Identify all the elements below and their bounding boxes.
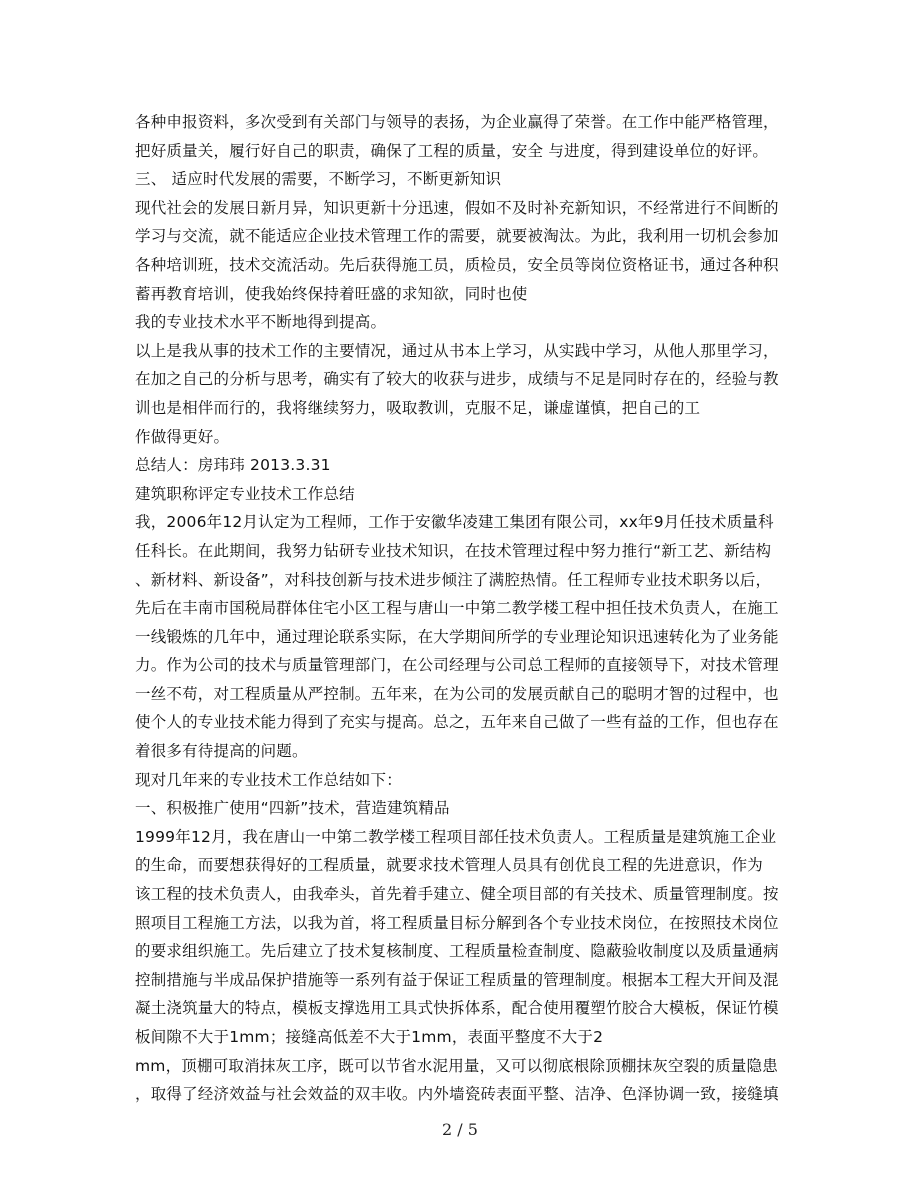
text-line: 建筑职称评定专业技术工作总结 xyxy=(135,484,355,503)
text-line: 先后在丰南市国税局群体住宅小区工程与唐山一中第二教学楼工程中担任技术负责人，在施工 xyxy=(135,599,779,618)
text-line: 一线锻炼的几年中，通过理论联系实际，在大学期间所学的专业理论知识迅速转化为了业务能 xyxy=(135,627,779,646)
text-line: ，取得了经济效益与社会效益的双丰收。内外墙瓷砖表面平整、洁净、色泽协调一致，接缝填 xyxy=(135,1085,779,1104)
text-line: 现代社会的发展日新月异，知识更新十分迅速，假如不及时补充新知识，不经常进行不间断的 xyxy=(135,198,779,217)
text-line: 力。作为公司的技术与质量管理部门，在公司经理与公司总工程师的直接领导下，对技术管理 xyxy=(135,656,779,675)
text-line: 现对几年来的专业技术工作总结如下： xyxy=(135,770,402,789)
page-number: 2 / 5 xyxy=(442,1120,478,1139)
text-line: 训也是相伴而行的，我将继续努力，吸取教训，克服不足，谦虚谨慎，把自己的工 xyxy=(135,398,701,417)
text-line: 学习与交流，就不能适应企业技术管理工作的需要，就要被淘汰。为此，我利用一切机会参加 xyxy=(135,227,779,246)
text-line: 使个人的专业技术能力得到了充实与提高。总之，五年来自己做了一些有益的工作，但也存在 xyxy=(135,713,779,732)
document-body xyxy=(135,108,795,1109)
text-line: 1999年12月，我在唐山一中第二教学楼工程项目部任技术负责人。工程质量是建筑施工企业 xyxy=(135,827,777,846)
text-line: 、新材料、新设备”，对科技创新与技术进步倾注了满腔热情。任工程师专业技术职务以后， xyxy=(135,570,772,589)
text-line: 在加之自己的分析与思考，确实有了较大的收获与进步，成绩与不足是同时存在的，经验与教 xyxy=(135,370,779,389)
text-line: 凝土浇筑量大的特点，模板支撑选用工具式快拆体系，配合使用覆塑竹胶合大模板，保证竹模 xyxy=(135,999,779,1018)
text-line: 我，2006年12月认定为工程师，工作于安徽华凌建工集团有限公司，xx年9月任技术质量科 xyxy=(135,513,774,532)
text-line: 各种申报资料，多次受到有关部门与领导的表扬，为企业赢得了荣誉。在工作中能严格管理， xyxy=(135,113,779,131)
text-line: 一、积极推广使用“四新”技术，营造建筑精品 xyxy=(135,799,450,818)
text-line: 的要求组织施工。先后建立了技术复核制度、工程质量检查制度、隐蔽验收制度以及质量通病 xyxy=(135,942,779,961)
text-line: 各种培训班，技术交流活动。先后获得施工员，质检员，安全员等岗位资格证书，通过各种积 xyxy=(135,255,779,274)
text-line: 蓄再教育培训，使我始终保持着旺盛的求知欲，同时也使 xyxy=(135,284,528,303)
text-line: 该工程的技术负责人，由我牵头，首先着手建立、健全项目部的有关技术、质量管理制度。按 xyxy=(135,885,779,904)
text-line: 板间隙不大于1mm；接缝高低差不大于1mm，表面平整度不大于2 xyxy=(135,1028,604,1046)
text-line: 的生命，而要想获得好的工程质量，就要求技术管理人员具有创优良工程的先进意识，作为 xyxy=(135,856,764,875)
text-line: 一丝不苟，对工程质量从严控制。五年来，在为公司的发展贡献自己的聪明才智的过程中，也 xyxy=(135,684,779,703)
text-line: 总结人：房玮玮 2013.3.31 xyxy=(135,456,331,475)
text-line: 我的专业技术水平不断地得到提高。 xyxy=(135,313,387,332)
text-line: mm，顶棚可取消抹灰工序，既可以节省水泥用量，又可以彻底根除顶棚抹灰空裂的质量隐患 xyxy=(135,1056,778,1075)
text-line: 着很多有待提高的问题。 xyxy=(135,742,308,761)
text-line: 照项目工程施工方法，以我为首，将工程质量目标分解到各个专业技术岗位，在按照技术岗位 xyxy=(135,913,779,932)
text-line: 任科长。在此期间，我努力钻研专业技术知识，在技术管理过程中努力推行“新工艺、新结构 xyxy=(135,541,772,560)
text-line: 把好质量关，履行好自己的职责，确保了工程的质量，安全 与进度，得到建设单位的好评。 xyxy=(135,141,769,160)
text-line: 以上是我从事的技术工作的主要情况，通过从书本上学习，从实践中学习，从他人那里学习， xyxy=(135,341,779,360)
text-line: 三、 适应时代发展的需要，不断学习，不断更新知识 xyxy=(135,170,502,189)
text-line: 作做得更好。 xyxy=(135,427,230,446)
text-line: 控制措施与半成品保护措施等一系列有益于保证工程质量的管理制度。根据本工程大开间及混 xyxy=(135,970,779,989)
